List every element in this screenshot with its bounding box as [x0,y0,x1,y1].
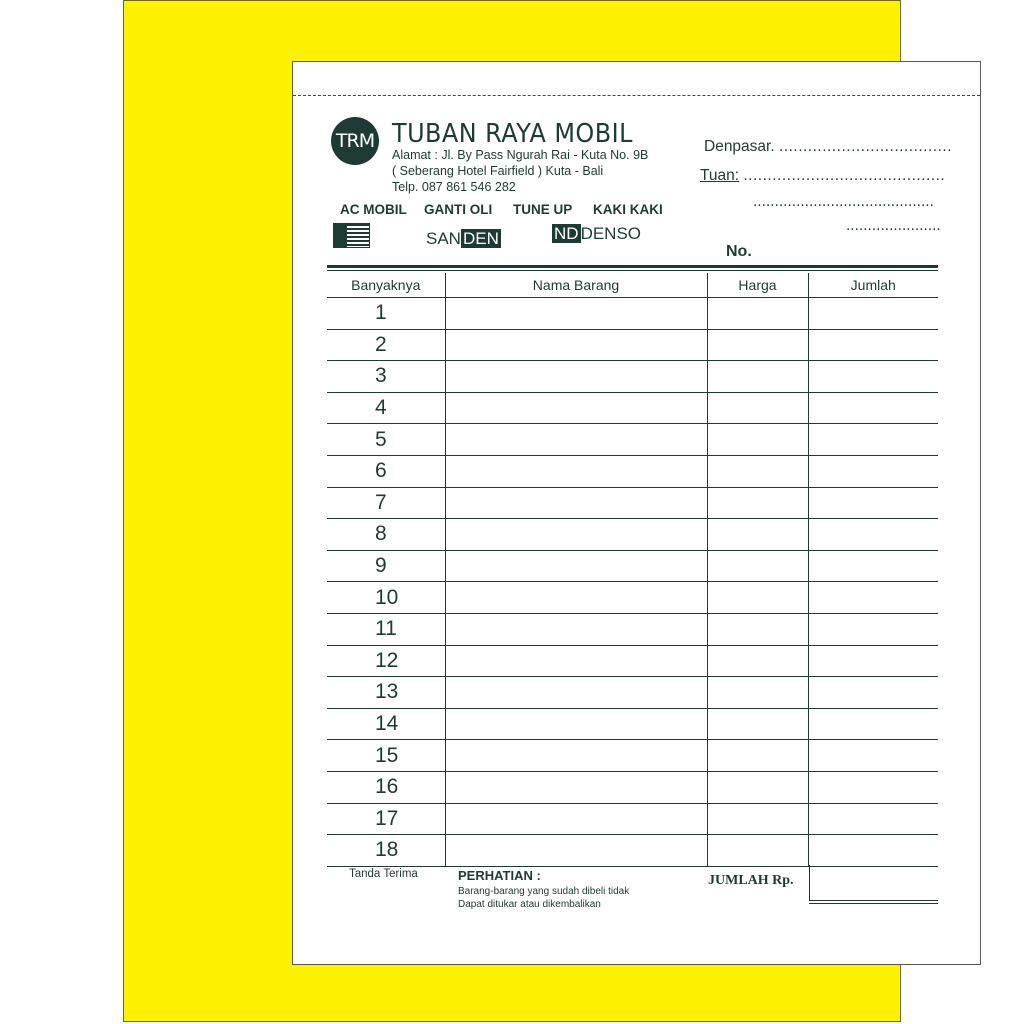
row-jumlah-cell [808,519,938,551]
row-jumlah-cell [808,361,938,393]
row-number: 11 [327,613,445,645]
row-number: 10 [327,582,445,614]
row-nama-barang-cell [445,708,707,740]
row-nama-barang-cell [445,329,707,361]
row-nama-barang-cell [445,519,707,551]
invoice-sheet [292,61,981,965]
row-number: 3 [327,361,445,393]
denpasar-label: Denpasar. [704,138,775,155]
table-row [327,298,938,330]
sanden-brand [426,229,501,249]
row-jumlah-cell [808,487,938,519]
row-number: 12 [327,645,445,677]
address-dots-line: ...................... [846,217,941,234]
table-row [327,645,938,677]
row-jumlah-cell [808,455,938,487]
row-nama-barang-cell [445,550,707,582]
perhatian-note: Dapat ditukar atau dikembalikan [458,899,601,910]
row-nama-barang-cell [445,803,707,835]
table-row [327,740,938,772]
sanden-brand-part: DEN [462,229,499,248]
table-row [327,329,938,361]
row-jumlah-cell [808,329,938,361]
row-nama-barang-cell [445,677,707,709]
table-row [327,835,938,867]
row-number: 14 [327,708,445,740]
perhatian-label: PERHATIAN : [458,868,541,883]
service-kaki-kaki: KAKI KAKI [593,202,663,217]
row-harga-cell [707,677,808,709]
row-jumlah-cell [808,582,938,614]
row-jumlah-cell [808,835,938,867]
column-header-harga: Harga [707,273,808,298]
row-harga-cell [707,645,808,677]
yellow-frame [123,0,953,1022]
jumlah-total-box [809,865,939,901]
row-jumlah-cell [808,424,938,456]
row-harga-cell [707,708,808,740]
perforation-line [293,95,980,96]
denpasar-field [704,138,952,156]
table-row [327,519,938,551]
row-number: 15 [327,740,445,772]
row-harga-cell [707,835,808,867]
address-line: Alamat : Jl. By Pass Ngurah Rai - Kuta No. 9B [392,148,649,162]
row-number: 17 [327,803,445,835]
sanden-brand-part: SAN [426,229,461,248]
denso-brand [552,224,641,244]
address-line: ( Seberang Hotel Fairfield ) Kuta - Bali [392,164,604,178]
service-ac-mobil: AC MOBIL [340,202,407,217]
row-harga-cell [707,740,808,772]
jumlah-total-underline [809,900,938,901]
table-top-rule [327,265,938,268]
row-harga-cell [707,771,808,803]
row-number: 8 [327,519,445,551]
row-nama-barang-cell [445,835,707,867]
row-number: 18 [327,835,445,867]
table-row [327,771,938,803]
row-jumlah-cell [808,298,938,330]
row-number: 16 [327,771,445,803]
row-number: 6 [327,455,445,487]
row-jumlah-cell [808,550,938,582]
table-header-row [327,273,938,298]
row-jumlah-cell [808,392,938,424]
row-harga-cell [707,392,808,424]
tanda-terima-label: Tanda Terima [349,868,418,880]
tuan-dots: .......................................... [743,167,946,184]
row-jumlah-cell [808,771,938,803]
row-number: 13 [327,677,445,709]
column-header-jumlah: Jumlah [808,273,938,298]
row-harga-cell [707,550,808,582]
row-nama-barang-cell [445,740,707,772]
denpasar-dots: .................................... [778,138,953,155]
table-row [327,392,938,424]
logo-text: TRM [335,130,375,152]
company-logo [331,117,379,165]
row-harga-cell [707,424,808,456]
address-dots-line: .......................................... [753,193,934,210]
row-harga-cell [707,582,808,614]
row-nama-barang-cell [445,298,707,330]
row-jumlah-cell [808,708,938,740]
table-row [327,708,938,740]
sanden-symbol-icon [333,223,370,248]
row-jumlah-cell [808,677,938,709]
row-number: 2 [327,329,445,361]
row-nama-barang-cell [445,613,707,645]
tuan-field [700,167,945,185]
row-jumlah-cell [808,613,938,645]
table-row [327,803,938,835]
row-nama-barang-cell [445,361,707,393]
column-header-nama-barang: Nama Barang [445,273,707,298]
items-table [327,273,938,867]
denso-brand-part: ND [554,224,579,243]
jumlah-total-underline [809,903,938,904]
row-jumlah-cell [808,740,938,772]
table-row [327,455,938,487]
service-ganti-oli: GANTI OLI [424,202,493,217]
row-nama-barang-cell [445,487,707,519]
row-jumlah-cell [808,645,938,677]
row-harga-cell [707,803,808,835]
row-harga-cell [707,487,808,519]
company-name: TUBAN RAYA MOBIL [392,119,633,149]
column-header-banyaknya: Banyaknya [327,273,445,298]
table-row [327,487,938,519]
row-harga-cell [707,519,808,551]
row-harga-cell [707,298,808,330]
row-nama-barang-cell [445,582,707,614]
row-nama-barang-cell [445,645,707,677]
row-nama-barang-cell [445,771,707,803]
row-harga-cell [707,361,808,393]
row-nama-barang-cell [445,455,707,487]
row-harga-cell [707,613,808,645]
table-top-rule-thin [327,270,938,271]
row-harga-cell [707,329,808,361]
denso-brand-part: DENSO [580,224,642,243]
service-tune-up: TUNE UP [513,202,573,217]
row-number: 4 [327,392,445,424]
row-harga-cell [707,455,808,487]
row-number: 5 [327,424,445,456]
row-number: 7 [327,487,445,519]
table-row [327,361,938,393]
table-row [327,677,938,709]
row-number: 9 [327,550,445,582]
table-row [327,424,938,456]
tuan-label: Tuan: [700,167,740,184]
row-nama-barang-cell [445,392,707,424]
invoice-number-label: No. [726,243,752,260]
table-row [327,582,938,614]
jumlah-rp-label: JUMLAH Rp. [708,873,794,888]
row-number: 1 [327,298,445,330]
perhatian-note: Barang-barang yang sudah dibeli tidak [458,886,630,897]
table-row [327,550,938,582]
row-nama-barang-cell [445,424,707,456]
phone-line: Telp. 087 861 546 282 [392,180,516,194]
table-row [327,613,938,645]
row-jumlah-cell [808,803,938,835]
